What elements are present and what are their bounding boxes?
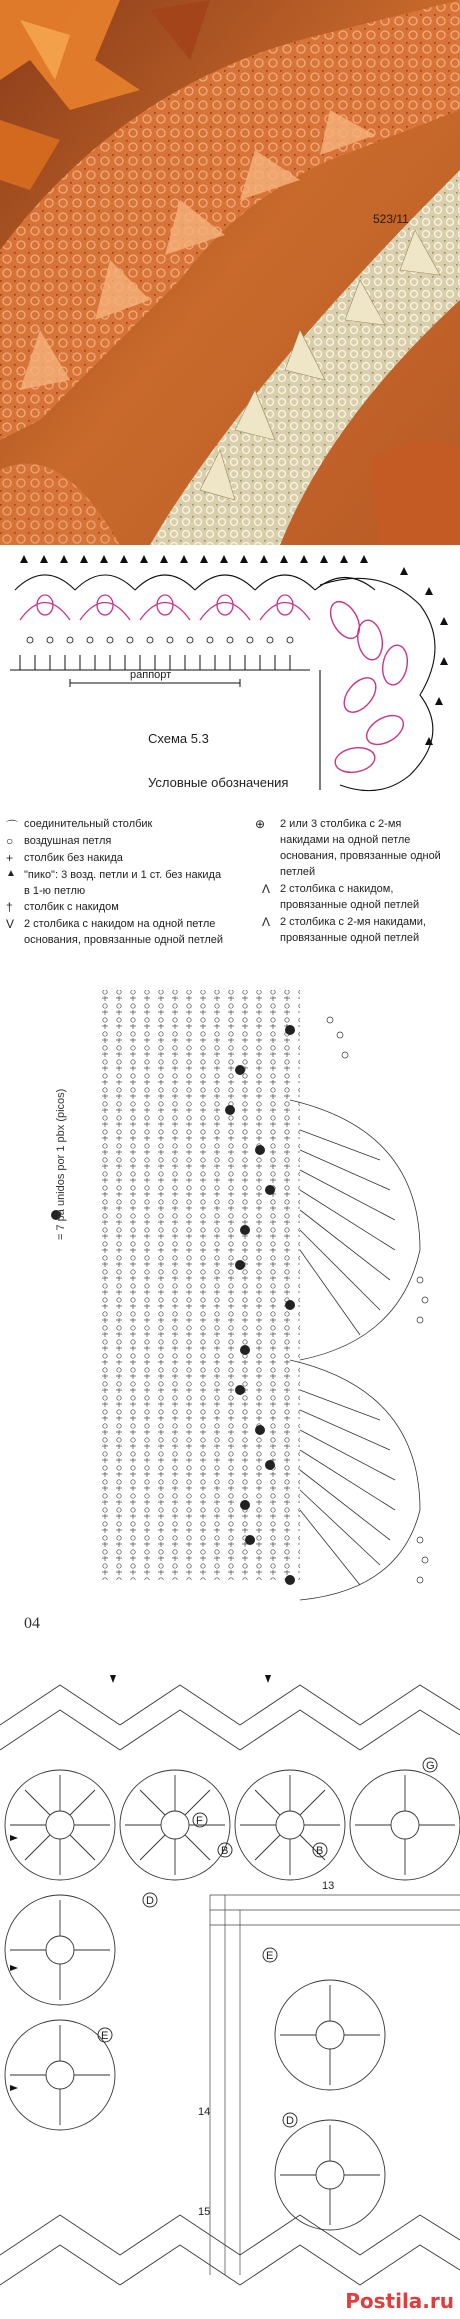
chain-loops <box>27 637 293 643</box>
tr2tog-icon: Λ <box>262 915 271 929</box>
diagram-04 <box>0 960 460 1675</box>
motif-label: B <box>316 1845 324 1857</box>
v-stitch-icon: V <box>6 917 15 931</box>
motifs-chart <box>0 1675 460 2319</box>
double-crochet-icon: † <box>6 900 13 914</box>
base-stitch-row <box>20 655 290 670</box>
watermark-suffix: .ru <box>422 2289 454 2313</box>
legend-item: столбик без накида <box>24 852 123 864</box>
motif-label: D <box>286 2115 294 2127</box>
pattern-code-label: 523/11 <box>373 212 409 226</box>
motif-label: G <box>426 1760 435 1772</box>
legend-item: воздушная петля <box>24 835 112 847</box>
legend-item-cont: провязанные одной петлей <box>280 932 420 944</box>
legend-item-cont: накидами на одной петле <box>280 834 411 846</box>
legend-item: столбик с накидом <box>24 901 119 913</box>
motif-label: E <box>266 1950 274 1962</box>
corner-motif <box>325 597 411 776</box>
legend-title: Условные обозначения <box>148 775 289 790</box>
diagram-number: 04 <box>24 1615 40 1632</box>
schema-5-3 <box>0 545 460 960</box>
corner-outline <box>320 578 435 790</box>
legend-item: 2 столбика с накидом, <box>280 883 394 895</box>
lace-photo <box>0 0 460 545</box>
legend-item-cont: основания, провязанные одной петлей <box>24 934 224 946</box>
legend-item: соединительный столбик <box>24 818 153 830</box>
legend-item: 2 столбика с накидом на одной петле <box>24 918 216 930</box>
diagram-motifs <box>0 1675 460 2319</box>
legend-item: 2 столбика с 2-мя накидами, <box>280 916 426 928</box>
site-watermark <box>345 2289 454 2313</box>
legend-item-cont: в 1-ю петлю <box>24 885 86 897</box>
legend-item: "пико": 3 возд. петли и 1 ст. без накида <box>24 869 222 881</box>
slip-stitch-icon: ⌒ <box>6 819 19 833</box>
watermark-text: Postila <box>345 2289 423 2313</box>
body-grid <box>100 990 300 1580</box>
motif-label: B <box>221 1845 229 1857</box>
motif-label: D <box>146 1895 154 1907</box>
picot-icon: ▲ <box>6 868 16 879</box>
diagram-04-chart <box>0 960 460 1675</box>
legend-item: 2 или 3 столбика с 2-мя <box>280 818 402 830</box>
chain-stitch-icon: ○ <box>6 834 14 848</box>
lace-photo-art <box>0 0 460 545</box>
motif-label: E <box>101 2030 109 2042</box>
row-number: 15 <box>198 2206 211 2218</box>
edge-chains <box>327 1017 428 1583</box>
row-number: 14 <box>198 2106 211 2118</box>
repeat-label: раппорт <box>130 669 172 681</box>
row-number: 13 <box>322 1880 335 1892</box>
single-crochet-icon: + <box>6 851 14 865</box>
picot-note: = 7 pa unidos por 1 pbx (picos) <box>55 1088 67 1240</box>
black-arches <box>15 575 375 590</box>
motif-label: F <box>196 1815 203 1827</box>
magenta-fans <box>20 595 310 620</box>
dc2tog-icon: Λ <box>262 882 271 896</box>
legend-item-cont: петлей <box>280 866 316 878</box>
pico-row <box>20 555 368 563</box>
schema-title: Схема 5.3 <box>148 731 209 746</box>
legend-item-cont: провязанные одной петлей <box>280 899 420 911</box>
schema-chart <box>0 545 460 805</box>
cluster-icon: ⊕ <box>255 817 266 831</box>
legend-item-cont: основания, провязанные одной <box>280 850 441 862</box>
fan-scallops <box>290 1100 420 1600</box>
